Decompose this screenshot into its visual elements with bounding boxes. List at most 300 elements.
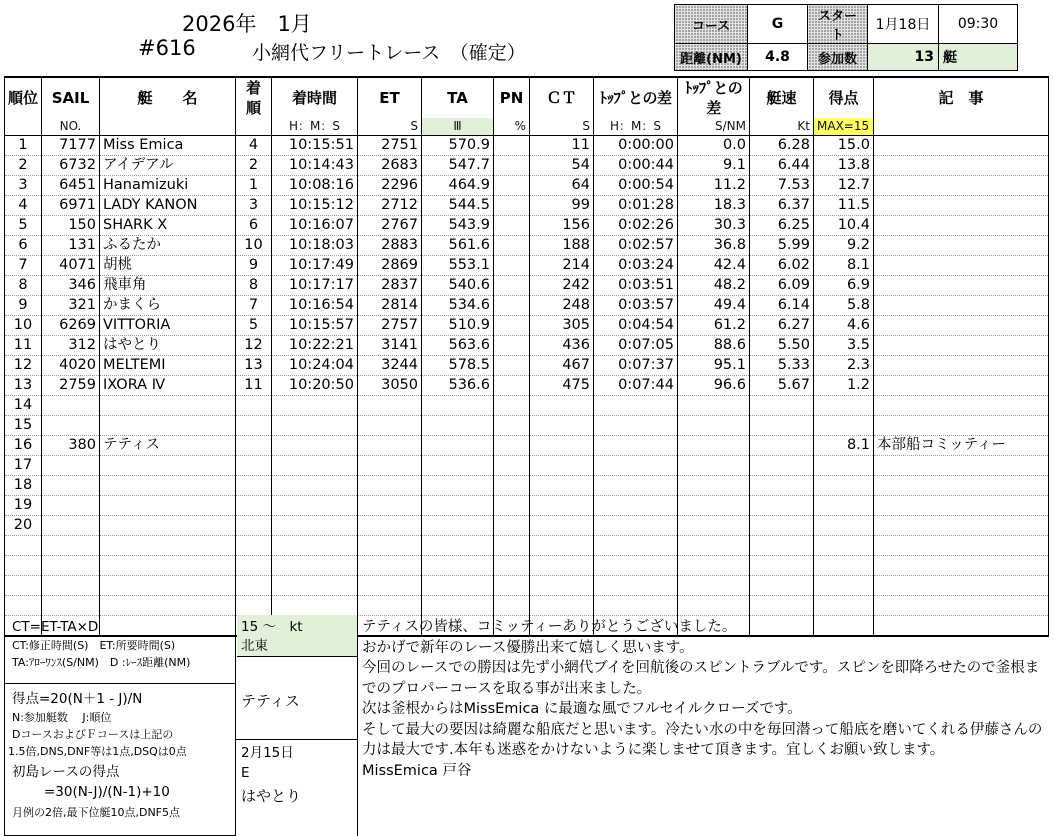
cell-diff-time <box>594 496 678 516</box>
col-subheader-allowance: Ⅲ <box>422 118 494 136</box>
cell-finish-order: 12 <box>236 336 272 356</box>
cell-corrected-time <box>530 576 594 596</box>
cell-penalty <box>494 176 530 196</box>
cell-elapsed-time <box>358 576 422 596</box>
cell-finish-time: 10:14:43 <box>272 156 358 176</box>
table-row <box>5 296 1049 316</box>
table-row <box>5 416 1049 436</box>
cell-rank: 15 <box>5 416 42 436</box>
cell-finish-order: 13 <box>236 356 272 376</box>
cell-sail-no: 6732 <box>42 156 100 176</box>
col-subheader-rank <box>5 118 42 136</box>
score-legend-3: 1.5倍,DNS,DNF等は1点,DSQは0点 <box>8 745 187 758</box>
cell-rank: 7 <box>5 256 42 276</box>
course-label: コース <box>675 5 748 44</box>
col-subheader-elapsed-time: S <box>358 118 422 136</box>
cell-diff-per-nm: 42.4 <box>678 256 750 276</box>
cell-score <box>814 416 874 436</box>
cell-allowance <box>422 436 494 456</box>
cell-diff-per-nm: 11.2 <box>678 176 750 196</box>
cell-penalty <box>494 536 530 556</box>
cell-boat-name <box>100 476 236 496</box>
entries-unit: 艇 <box>939 44 1018 71</box>
comment-line: おかげで新年のレース優勝出来て嬉しく思います。 <box>362 639 694 656</box>
cell-diff-time: 0:00:54 <box>594 176 678 196</box>
cell-corrected-time: 242 <box>530 276 594 296</box>
cell-sail-no <box>42 416 100 436</box>
col-header-finish-time: 着時間 <box>272 77 358 118</box>
cell-score <box>814 476 874 496</box>
cell-allowance: 464.9 <box>422 176 494 196</box>
cell-allowance <box>422 576 494 596</box>
cell-penalty <box>494 396 530 416</box>
next-race-date: 2月15日 <box>241 745 294 761</box>
cell-sail-no <box>42 596 100 616</box>
cell-corrected-time: 214 <box>530 256 594 276</box>
col-subheader-diff-time: H：M：S <box>594 118 678 136</box>
cell-diff-per-nm <box>678 536 750 556</box>
page-date-title: 2026年 1月 <box>182 12 312 36</box>
col-header-allowance: TA <box>422 77 494 118</box>
cell-sail-no: 7177 <box>42 136 100 156</box>
col-header-diff-time: ﾄｯﾌﾟとの差 <box>594 77 678 118</box>
cell-corrected-time <box>530 596 594 616</box>
cell-score <box>814 556 874 576</box>
cell-sail-no: 321 <box>42 296 100 316</box>
cell-allowance <box>422 536 494 556</box>
cell-diff-time: 0:07:44 <box>594 376 678 396</box>
cell-diff-time: 0:01:28 <box>594 196 678 216</box>
cell-penalty <box>494 216 530 236</box>
cell-diff-time <box>594 396 678 416</box>
cell-penalty <box>494 336 530 356</box>
cell-finish-order: 3 <box>236 196 272 216</box>
cell-penalty <box>494 296 530 316</box>
cell-corrected-time <box>530 456 594 476</box>
cell-finish-time: 10:08:16 <box>272 176 358 196</box>
cell-diff-time <box>594 596 678 616</box>
table-row <box>5 476 1049 496</box>
cell-diff-time <box>594 516 678 536</box>
cell-corrected-time <box>530 436 594 456</box>
cell-sail-no: 131 <box>42 236 100 256</box>
cell-remarks <box>874 176 1049 196</box>
cell-diff-per-nm: 48.2 <box>678 276 750 296</box>
entries-value: 13 <box>868 44 939 71</box>
cell-score <box>814 396 874 416</box>
cell-rank: 4 <box>5 196 42 216</box>
cell-corrected-time: 475 <box>530 376 594 396</box>
cell-rank: 1 <box>5 136 42 156</box>
cell-score <box>814 576 874 596</box>
cell-boat-name: Hanamizuki <box>100 176 236 196</box>
cell-allowance <box>422 596 494 616</box>
cell-score <box>814 456 874 476</box>
cell-score <box>814 596 874 616</box>
cell-penalty <box>494 596 530 616</box>
cell-allowance <box>422 556 494 576</box>
cell-boat-name: LADY KANON <box>100 196 236 216</box>
cell-boat-speed: 5.50 <box>750 336 814 356</box>
cell-penalty <box>494 436 530 456</box>
comment-line: テティスの皆様、コミッティーありがとうございました。 <box>362 619 737 635</box>
cell-elapsed-time <box>358 396 422 416</box>
cell-remarks <box>874 256 1049 276</box>
cell-boat-name: テティス <box>100 436 236 456</box>
cell-allowance: 543.9 <box>422 216 494 236</box>
cell-corrected-time: 54 <box>530 156 594 176</box>
cell-diff-per-nm: 96.6 <box>678 376 750 396</box>
comment-line: 今回のレースでの勝因は先ず小網代ブイを回航後のスピントラブルです。スピンを即降ろせたので釜根までのプロパーコースを取る事が出来ました。 <box>362 660 1040 697</box>
cell-remarks <box>874 556 1049 576</box>
table-row <box>5 316 1049 336</box>
cell-elapsed-time: 3141 <box>358 336 422 356</box>
cell-boat-speed: 5.99 <box>750 236 814 256</box>
cell-allowance <box>422 456 494 476</box>
table-row <box>5 456 1049 476</box>
cell-penalty <box>494 136 530 156</box>
cell-rank <box>5 536 42 556</box>
cell-boat-name <box>100 396 236 416</box>
cell-diff-time: 0:03:57 <box>594 296 678 316</box>
cell-allowance: 553.1 <box>422 256 494 276</box>
committee-boat: テティス <box>241 692 300 710</box>
cell-finish-time <box>272 536 358 556</box>
cell-elapsed-time: 3050 <box>358 376 422 396</box>
cell-boat-name: SHARK X <box>100 216 236 236</box>
table-row <box>5 596 1049 616</box>
cell-penalty <box>494 376 530 396</box>
cell-elapsed-time <box>358 496 422 516</box>
cell-allowance: 510.9 <box>422 316 494 336</box>
ct-formula: CT=ET-TA×D <box>12 619 99 635</box>
cell-remarks <box>874 416 1049 436</box>
course-value: G <box>748 5 808 44</box>
table-row <box>5 336 1049 356</box>
cell-boat-name: VITTORIA <box>100 316 236 336</box>
col-header-score: 得点 <box>814 77 874 118</box>
cell-elapsed-time <box>358 536 422 556</box>
cell-elapsed-time: 2683 <box>358 156 422 176</box>
cell-rank: 5 <box>5 216 42 236</box>
cell-finish-time: 10:16:54 <box>272 296 358 316</box>
cell-rank: 17 <box>5 456 42 476</box>
table-row <box>5 436 1049 456</box>
cell-sail-no: 6269 <box>42 316 100 336</box>
cell-sail-no <box>42 496 100 516</box>
cell-finish-time <box>272 496 358 516</box>
cell-corrected-time <box>530 516 594 536</box>
cell-finish-order: 6 <box>236 216 272 236</box>
cell-finish-order: 4 <box>236 136 272 156</box>
cell-sail-no: 312 <box>42 336 100 356</box>
cell-rank: 13 <box>5 376 42 396</box>
cell-sail-no <box>42 476 100 496</box>
cell-corrected-time: 436 <box>530 336 594 356</box>
cell-remarks <box>874 516 1049 536</box>
entries-label: 参加数 <box>808 44 868 71</box>
cell-elapsed-time: 2883 <box>358 236 422 256</box>
cell-boat-name: アイデアル <box>100 156 236 176</box>
cell-elapsed-time: 2869 <box>358 256 422 276</box>
cell-elapsed-time: 3244 <box>358 356 422 376</box>
cell-boat-speed <box>750 576 814 596</box>
cell-corrected-time <box>530 556 594 576</box>
cell-remarks <box>874 316 1049 336</box>
cell-boat-name <box>100 516 236 536</box>
cell-finish-order <box>236 456 272 476</box>
comment-line: 次は釜根からはMissEmica に最適な風でフルセイルクローズです。 <box>362 701 802 717</box>
cell-rank: 16 <box>5 436 42 456</box>
cell-boat-name: Miss Emica <box>100 136 236 156</box>
cell-remarks <box>874 496 1049 516</box>
cell-elapsed-time: 2757 <box>358 316 422 336</box>
table-row <box>5 196 1049 216</box>
cell-elapsed-time <box>358 516 422 536</box>
cell-finish-time: 10:18:03 <box>272 236 358 256</box>
col-subheader-corrected-time: S <box>530 118 594 136</box>
cell-boat-name <box>100 456 236 476</box>
cell-sail-no: 346 <box>42 276 100 296</box>
cell-rank: 18 <box>5 476 42 496</box>
cell-corrected-time: 11 <box>530 136 594 156</box>
cell-finish-order: 5 <box>236 316 272 336</box>
start-date: 1月18日 <box>868 5 939 44</box>
cell-corrected-time <box>530 396 594 416</box>
cell-boat-name: ふるたか <box>100 236 236 256</box>
col-header-sail-no: SAIL <box>42 77 100 118</box>
table-row <box>5 556 1049 576</box>
cell-finish-order <box>236 416 272 436</box>
cell-allowance <box>422 396 494 416</box>
next-race-course: E <box>241 765 250 781</box>
cell-elapsed-time: 2837 <box>358 276 422 296</box>
cell-sail-no <box>42 576 100 596</box>
cell-rank <box>5 556 42 576</box>
cell-diff-per-nm <box>678 596 750 616</box>
cell-corrected-time: 99 <box>530 196 594 216</box>
cell-boat-speed: 6.14 <box>750 296 814 316</box>
table-row <box>5 516 1049 536</box>
cell-remarks: 本部船コミッティー <box>874 436 1049 456</box>
cell-penalty <box>494 256 530 276</box>
cell-finish-order: 1 <box>236 176 272 196</box>
table-row <box>5 136 1049 156</box>
cell-boat-speed <box>750 596 814 616</box>
cell-finish-order <box>236 576 272 596</box>
col-subheader-boat-speed: Kt <box>750 118 814 136</box>
notes-divider <box>4 683 236 684</box>
cell-penalty <box>494 576 530 596</box>
cell-score <box>814 516 874 536</box>
start-time: 09:30 <box>939 5 1018 44</box>
cell-finish-time <box>272 396 358 416</box>
cell-boat-name: かまくら <box>100 296 236 316</box>
cell-boat-speed: 6.27 <box>750 316 814 336</box>
cell-finish-time <box>272 436 358 456</box>
cell-remarks <box>874 456 1049 476</box>
cell-finish-order: 10 <box>236 236 272 256</box>
table-row <box>5 276 1049 296</box>
cell-elapsed-time: 2767 <box>358 216 422 236</box>
cell-allowance <box>422 496 494 516</box>
race-number: #616 <box>138 36 196 60</box>
cell-elapsed-time <box>358 556 422 576</box>
cell-finish-time: 10:17:49 <box>272 256 358 276</box>
cell-score: 8.1 <box>814 256 874 276</box>
cell-diff-per-nm <box>678 456 750 476</box>
cell-allowance: 561.6 <box>422 236 494 256</box>
cell-diff-time: 0:00:44 <box>594 156 678 176</box>
cell-allowance <box>422 476 494 496</box>
cell-diff-per-nm: 88.6 <box>678 336 750 356</box>
col-header-diff-per-nm: ﾄｯﾌﾟとの差 <box>678 77 750 118</box>
cell-remarks <box>874 536 1049 556</box>
table-row <box>5 376 1049 396</box>
cell-diff-per-nm <box>678 476 750 496</box>
cell-score: 8.1 <box>814 436 874 456</box>
cell-elapsed-time <box>358 596 422 616</box>
cell-corrected-time: 156 <box>530 216 594 236</box>
cell-diff-per-nm: 18.3 <box>678 196 750 216</box>
cell-diff-per-nm: 36.8 <box>678 236 750 256</box>
col-header-rank: 順位 <box>5 77 42 118</box>
cell-diff-per-nm: 30.3 <box>678 216 750 236</box>
cell-remarks <box>874 276 1049 296</box>
cell-diff-time: 0:03:24 <box>594 256 678 276</box>
cell-diff-time <box>594 476 678 496</box>
cell-penalty <box>494 476 530 496</box>
cell-diff-per-nm: 95.1 <box>678 356 750 376</box>
cell-elapsed-time <box>358 476 422 496</box>
cell-finish-order <box>236 516 272 536</box>
cell-score: 9.2 <box>814 236 874 256</box>
cell-boat-speed: 5.33 <box>750 356 814 376</box>
cell-diff-time <box>594 416 678 436</box>
cell-boat-speed <box>750 416 814 436</box>
cell-elapsed-time <box>358 416 422 436</box>
cell-score: 1.2 <box>814 376 874 396</box>
cell-diff-time: 0:07:37 <box>594 356 678 376</box>
cell-boat-speed: 7.53 <box>750 176 814 196</box>
cell-finish-time <box>272 516 358 536</box>
ct-legend-2: TA:ｱﾛｰﾜﾝｽ(S/NM) D :ﾚｰｽ距離(NM) <box>12 656 191 669</box>
cell-finish-order: 7 <box>236 296 272 316</box>
cell-penalty <box>494 556 530 576</box>
cell-penalty <box>494 456 530 476</box>
cell-rank <box>5 576 42 596</box>
cell-allowance: 578.5 <box>422 356 494 376</box>
cell-boat-speed <box>750 396 814 416</box>
cell-finish-time <box>272 556 358 576</box>
cell-sail-no: 6971 <box>42 196 100 216</box>
cell-boat-speed <box>750 496 814 516</box>
cell-finish-order: 11 <box>236 376 272 396</box>
cell-remarks <box>874 296 1049 316</box>
cell-corrected-time <box>530 476 594 496</box>
col-header-penalty: PN <box>494 77 530 118</box>
table-row <box>5 536 1049 556</box>
cell-boat-name: 胡桃 <box>100 256 236 276</box>
cell-boat-speed: 6.44 <box>750 156 814 176</box>
cell-remarks <box>874 596 1049 616</box>
cell-score: 3.5 <box>814 336 874 356</box>
winner-comment <box>362 617 1048 781</box>
cell-diff-time <box>594 436 678 456</box>
cell-diff-per-nm <box>678 556 750 576</box>
cell-finish-order <box>236 596 272 616</box>
cell-boat-name <box>100 576 236 596</box>
col-subheader-boat-name <box>100 118 236 136</box>
table-row <box>5 576 1049 596</box>
cell-penalty <box>494 236 530 256</box>
table-row <box>5 396 1049 416</box>
col-subheader-sail-no: NO. <box>42 118 100 136</box>
cell-corrected-time <box>530 416 594 436</box>
cell-remarks <box>874 356 1049 376</box>
cell-score: 12.7 <box>814 176 874 196</box>
col-subheader-finish-order <box>236 118 272 136</box>
cell-boat-speed <box>750 516 814 536</box>
cell-diff-time: 0:03:51 <box>594 276 678 296</box>
cell-finish-time: 10:17:17 <box>272 276 358 296</box>
distance-value: 4.8 <box>748 44 808 71</box>
cell-allowance: 540.6 <box>422 276 494 296</box>
cell-penalty <box>494 416 530 436</box>
conditions-divider <box>236 739 358 740</box>
cell-diff-per-nm <box>678 496 750 516</box>
table-row <box>5 496 1049 516</box>
cell-diff-time <box>594 576 678 596</box>
cell-finish-time: 10:15:57 <box>272 316 358 336</box>
race-info-table <box>674 4 1018 71</box>
cell-remarks <box>874 336 1049 356</box>
cell-corrected-time: 467 <box>530 356 594 376</box>
cell-rank: 14 <box>5 396 42 416</box>
cell-finish-time <box>272 476 358 496</box>
cell-sail-no: 150 <box>42 216 100 236</box>
cell-score: 4.6 <box>814 316 874 336</box>
cell-boat-speed <box>750 536 814 556</box>
cell-diff-per-nm <box>678 436 750 456</box>
cell-boat-speed: 6.02 <box>750 256 814 276</box>
col-subheader-penalty: % <box>494 118 530 136</box>
cell-boat-speed <box>750 456 814 476</box>
cell-diff-time: 0:04:54 <box>594 316 678 336</box>
cell-rank: 19 <box>5 496 42 516</box>
cell-score: 6.9 <box>814 276 874 296</box>
cell-penalty <box>494 276 530 296</box>
cell-rank: 3 <box>5 176 42 196</box>
col-header-remarks: 記 事 <box>874 77 1049 118</box>
cell-penalty <box>494 316 530 336</box>
cell-boat-name: IXORA Ⅳ <box>100 376 236 396</box>
wind-direction: 北東 <box>241 638 268 654</box>
col-subheader-diff-per-nm: S/NM <box>678 118 750 136</box>
cell-finish-order: 2 <box>236 156 272 176</box>
table-row <box>5 156 1049 176</box>
cell-sail-no <box>42 536 100 556</box>
cell-diff-time: 0:07:05 <box>594 336 678 356</box>
cell-allowance <box>422 516 494 536</box>
cell-finish-order <box>236 536 272 556</box>
cell-corrected-time: 305 <box>530 316 594 336</box>
distance-label: 距離(NM) <box>675 44 748 71</box>
table-row <box>5 216 1049 236</box>
cell-rank: 8 <box>5 276 42 296</box>
cell-rank: 12 <box>5 356 42 376</box>
cell-boat-speed <box>750 436 814 456</box>
